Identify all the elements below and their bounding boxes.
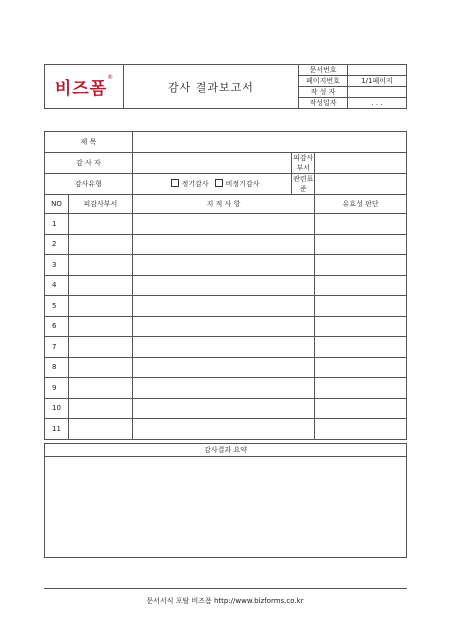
page-no-value: 1/1페이지	[348, 76, 407, 87]
table-row	[45, 316, 407, 337]
document-title: 감사 결과보고서	[124, 65, 299, 109]
summary-label: 감사결과 요약	[45, 444, 407, 457]
auditor-field[interactable]	[132, 153, 292, 174]
row-no: 5	[45, 296, 69, 317]
validity-cell[interactable]	[315, 214, 407, 235]
finding-cell[interactable]	[132, 275, 314, 296]
validity-cell[interactable]	[315, 296, 407, 317]
row-no: 11	[45, 419, 69, 440]
table-row	[45, 214, 407, 235]
doc-no-field[interactable]	[348, 65, 407, 76]
finding-cell[interactable]	[132, 255, 314, 276]
doc-no-label: 문서번호	[299, 65, 348, 76]
dept-cell[interactable]	[68, 419, 132, 440]
finding-cell[interactable]	[132, 214, 314, 235]
validity-cell[interactable]	[315, 275, 407, 296]
finding-cell[interactable]	[132, 316, 314, 337]
row-no: 8	[45, 357, 69, 378]
finding-cell[interactable]	[132, 234, 314, 255]
col-header-dept: 피감사부서	[68, 195, 132, 214]
irregular-audit-label: 비정기감사	[225, 180, 260, 188]
dept-cell[interactable]	[68, 275, 132, 296]
dept-cell[interactable]	[68, 398, 132, 419]
page-no-label: 페이지번호	[299, 76, 348, 87]
validity-cell[interactable]	[315, 234, 407, 255]
audit-table	[44, 131, 407, 440]
auditee-dept-field[interactable]	[315, 153, 407, 174]
auditee-dept-label: 피감사부서	[293, 154, 314, 172]
row-no: 4	[45, 275, 69, 296]
dept-cell[interactable]	[68, 214, 132, 235]
summary-field[interactable]	[45, 457, 407, 558]
subject-label: 제 목	[45, 132, 133, 153]
standard-field[interactable]	[315, 174, 407, 195]
table-row	[45, 357, 407, 378]
table-row	[45, 296, 407, 317]
footer-divider	[44, 588, 407, 589]
row-no: 3	[45, 255, 69, 276]
author-field[interactable]	[348, 87, 407, 98]
table-row	[45, 234, 407, 255]
col-header-validity: 유효성 판단	[315, 195, 407, 214]
table-row	[45, 255, 407, 276]
dept-cell[interactable]	[68, 378, 132, 399]
date-field[interactable]: . . .	[348, 98, 407, 109]
dept-cell[interactable]	[68, 296, 132, 317]
validity-cell[interactable]	[315, 419, 407, 440]
standard-label: 관련표준	[293, 175, 314, 193]
finding-cell[interactable]	[132, 357, 314, 378]
validity-cell[interactable]	[315, 378, 407, 399]
validity-cell[interactable]	[315, 398, 407, 419]
audit-type-options	[132, 174, 292, 195]
logo	[45, 65, 124, 109]
row-no: 10	[45, 398, 69, 419]
row-no: 9	[45, 378, 69, 399]
logo-text: 비즈폼	[54, 79, 108, 99]
dept-cell[interactable]	[68, 316, 132, 337]
finding-cell[interactable]	[132, 296, 314, 317]
validity-cell[interactable]	[315, 337, 407, 358]
table-row	[45, 419, 407, 440]
author-label: 작 성 자	[299, 87, 348, 98]
col-header-findings: 지 적 사 항	[132, 195, 314, 214]
row-no: 7	[45, 337, 69, 358]
date-label: 작성일자	[299, 98, 348, 109]
regular-audit-label: 정기감사	[181, 180, 209, 188]
finding-cell[interactable]	[132, 378, 314, 399]
dept-cell[interactable]	[68, 255, 132, 276]
table-row	[45, 275, 407, 296]
row-no: 6	[45, 316, 69, 337]
dept-cell[interactable]	[68, 357, 132, 378]
row-no: 1	[45, 214, 69, 235]
validity-cell[interactable]	[315, 316, 407, 337]
table-row	[45, 398, 407, 419]
registered-mark-icon: ®	[107, 74, 114, 81]
row-no: 2	[45, 234, 69, 255]
subject-field[interactable]	[132, 132, 406, 153]
table-row	[45, 378, 407, 399]
validity-cell[interactable]	[315, 357, 407, 378]
finding-cell[interactable]	[132, 419, 314, 440]
dept-cell[interactable]	[68, 234, 132, 255]
header-table	[44, 64, 407, 109]
auditor-label: 감 사 자	[45, 153, 133, 174]
footer-text: 문서서식 포탈 비즈폼 http://www.bizforms.co.kr	[146, 597, 304, 605]
validity-cell[interactable]	[315, 255, 407, 276]
dept-cell[interactable]	[68, 337, 132, 358]
table-row	[45, 337, 407, 358]
regular-audit-checkbox[interactable]	[171, 179, 179, 187]
finding-cell[interactable]	[132, 337, 314, 358]
finding-cell[interactable]	[132, 398, 314, 419]
summary-table	[44, 443, 407, 558]
col-header-no: NO	[45, 195, 69, 214]
irregular-audit-checkbox[interactable]	[215, 179, 223, 187]
audit-type-label: 감사유형	[45, 174, 133, 195]
